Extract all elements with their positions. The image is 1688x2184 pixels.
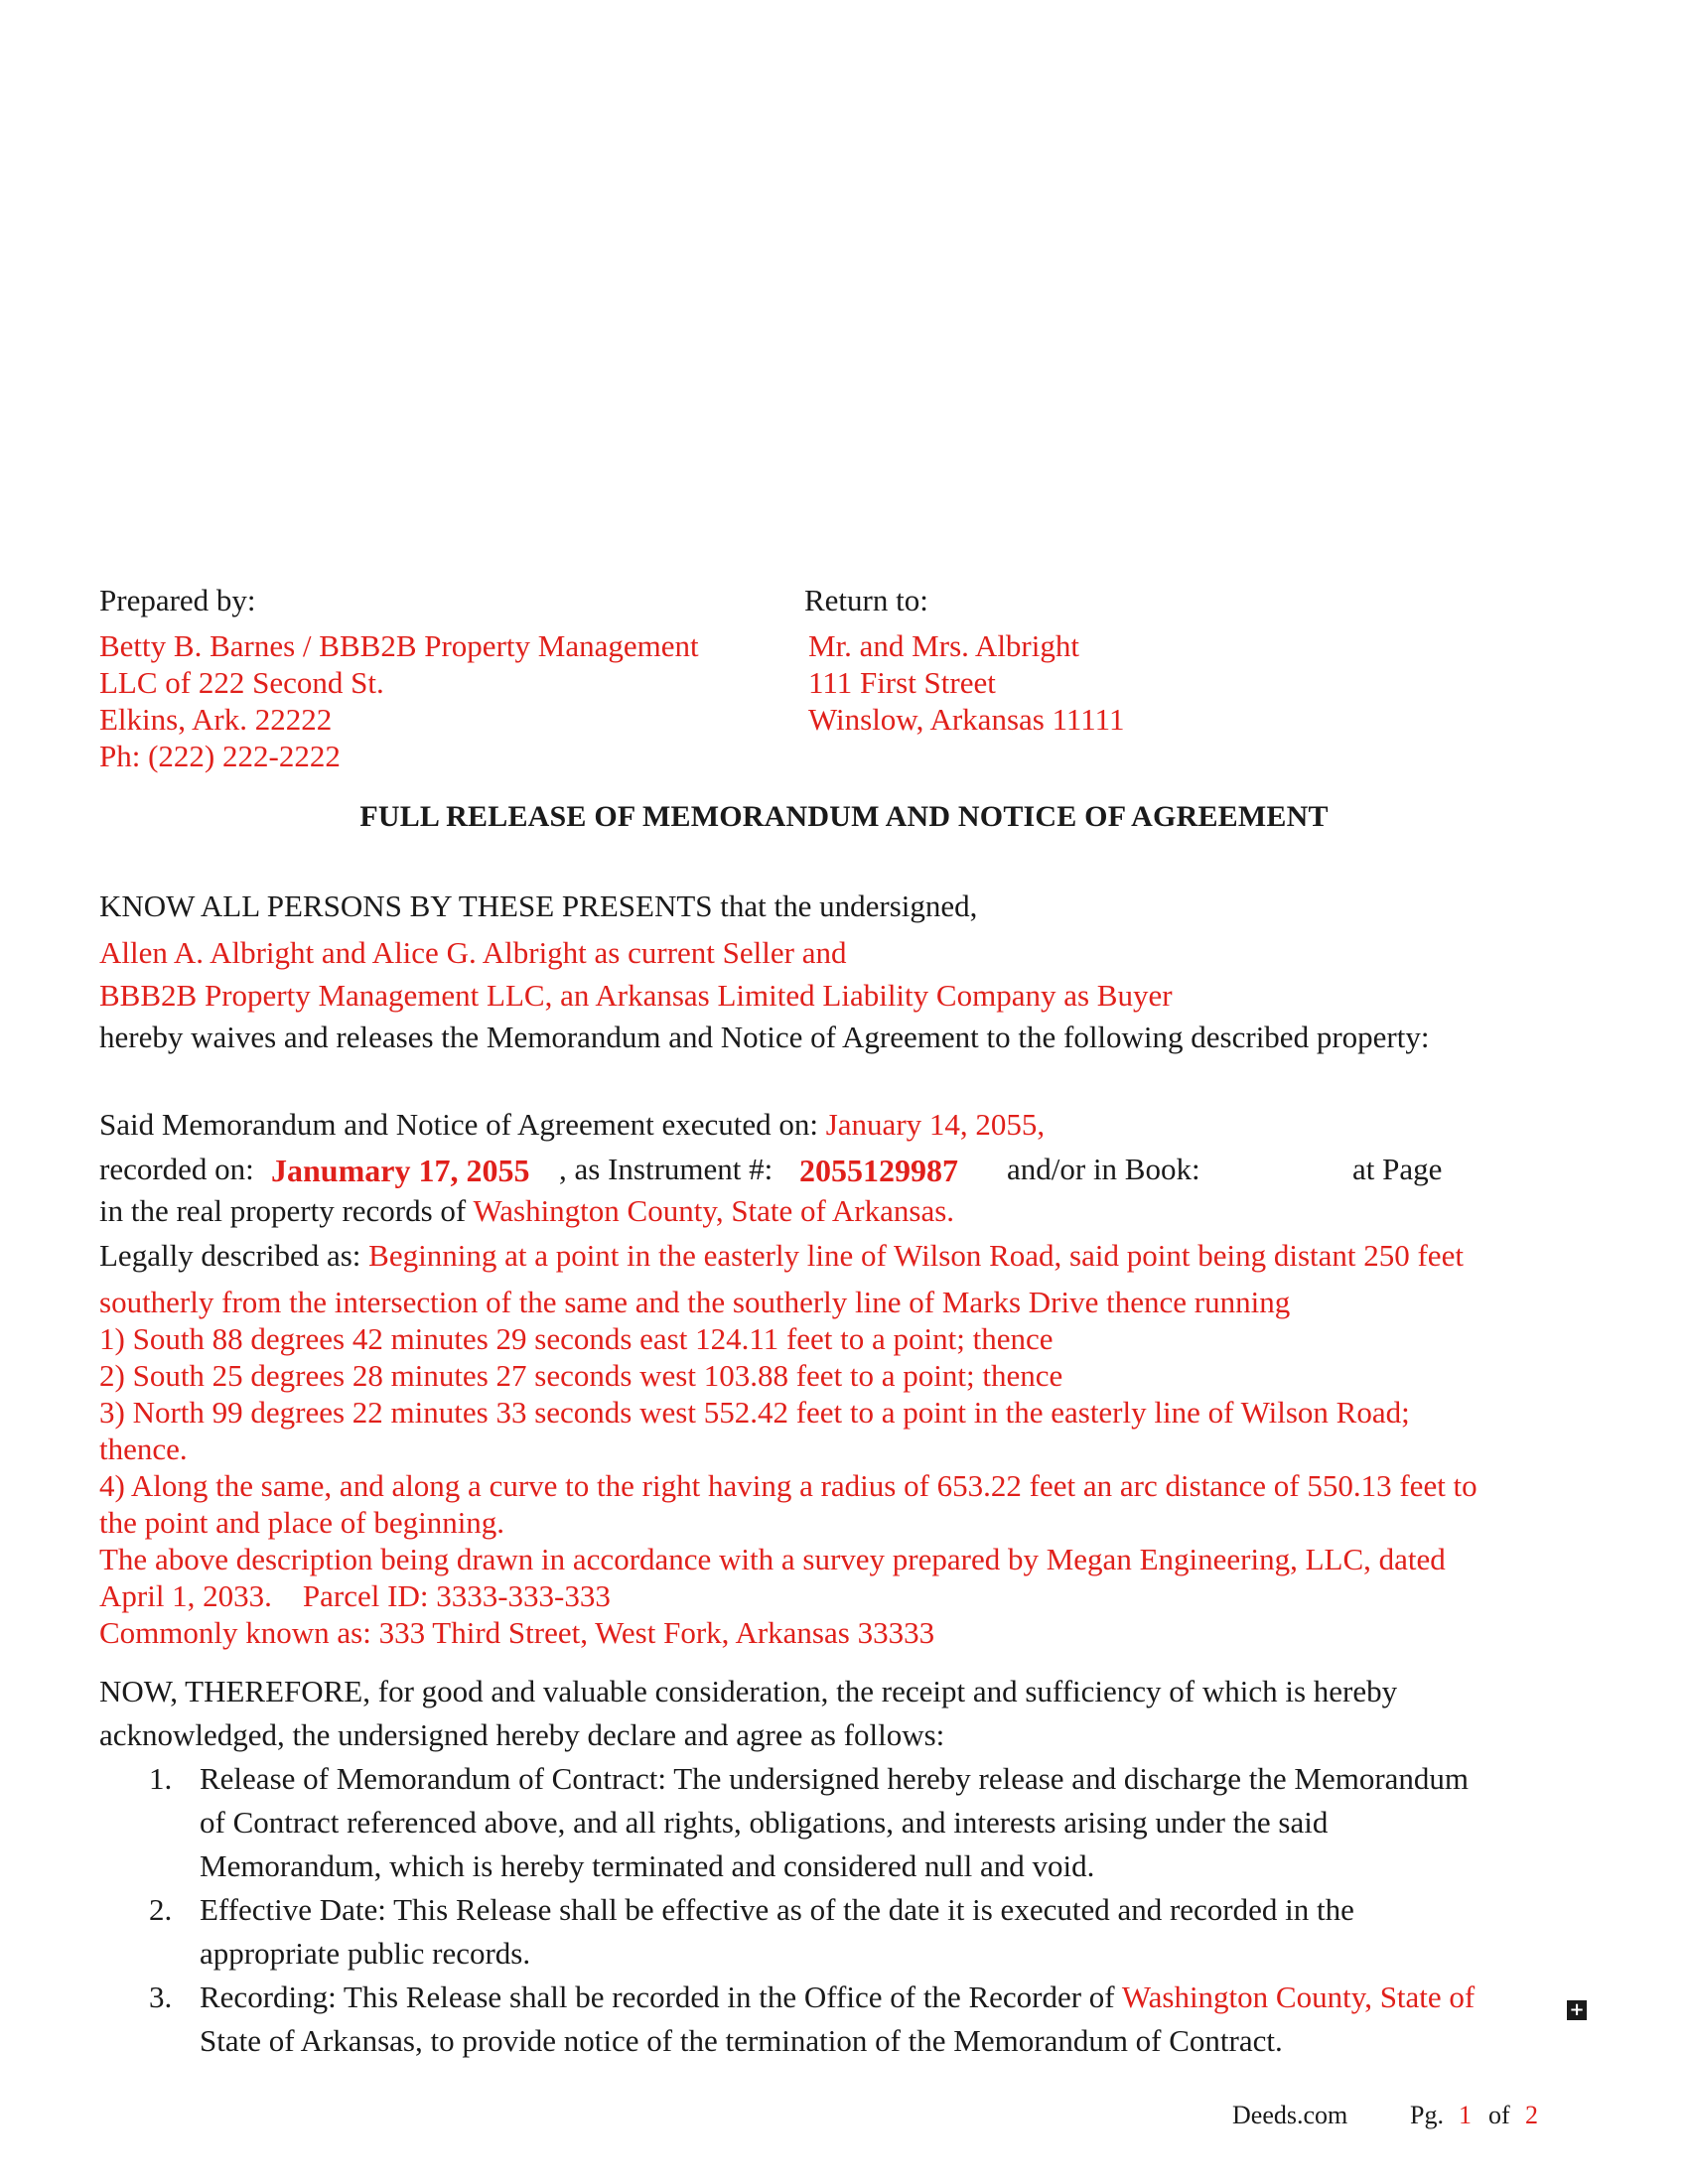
instrument-label: , as Instrument #: <box>559 1152 774 1186</box>
legal-line-6: 4) Along the same, and along a curve to the right having a radius of 653.22 feet an arc distance of 550.13 feet to <box>99 1468 1477 1503</box>
book-label: and/or in Book: <box>1007 1152 1200 1186</box>
item-2-line-1: Effective Date: This Release shall be effective as of the date it is executed and recorded in the <box>200 1892 1354 1927</box>
footer-page-number: 1 <box>1459 2101 1472 2129</box>
legal-line-7: the point and place of beginning. <box>99 1505 505 1540</box>
legal-line-1: southerly from the intersection of the same and the southerly line of Marks Drive thence running <box>99 1285 1291 1319</box>
return-to-label: Return to: <box>804 583 928 617</box>
item-1-number: 1. <box>149 1761 173 1796</box>
preparer-line-4: Ph: (222) 222-2222 <box>99 739 341 773</box>
item-1-line-3: Memorandum, which is hereby terminated and considered null and void. <box>200 1848 1095 1883</box>
records-label: in the real property records of <box>99 1193 467 1228</box>
legal-line-9: April 1, 2033. Parcel ID: 3333-333-333 <box>99 1578 611 1613</box>
return-line-2: 111 First Street <box>808 665 996 700</box>
now-therefore-line-1: NOW, THEREFORE, for good and valuable consideration, the receipt and sufficiency of which is hereby <box>99 1674 1398 1708</box>
page-label: at Page <box>1352 1152 1443 1186</box>
item-3-text: Recording: This Release shall be recorded in the Office of the Recorder of <box>200 1979 1115 2014</box>
return-line-1: Mr. and Mrs. Albright <box>808 628 1079 663</box>
preparer-line-1: Betty B. Barnes / BBB2B Property Management <box>99 628 699 663</box>
executed-date: January 14, 2055, <box>825 1107 1046 1142</box>
item-1-line-2: of Contract referenced above, and all rights, obligations, and interests arising under the said <box>200 1805 1329 1840</box>
preparer-line-3: Elkins, Ark. 22222 <box>99 702 333 737</box>
legal-line-5: thence. <box>99 1432 188 1466</box>
county-text: Washington County, State of Arkansas. <box>473 1193 955 1228</box>
recorded-date: Janumary 17, 2055 <box>271 1153 530 1188</box>
legal-line-10: Commonly known as: 333 Third Street, West Fork, Arkansas 33333 <box>99 1615 935 1650</box>
legal-line-8: The above description being drawn in accordance with a survey prepared by Megan Engineering, LLC, dated <box>99 1542 1446 1576</box>
item-3-county: Washington County, State of <box>1121 1979 1476 2014</box>
party-line-1: Allen A. Albright and Alice G. Albright as current Seller and <box>99 935 847 970</box>
intro-text: KNOW ALL PERSONS BY THESE PRESENTS that the undersigned, <box>99 888 978 923</box>
footer-total-pages: 2 <box>1525 2101 1538 2129</box>
legal-first: Beginning at a point in the easterly line of Wilson Road, said point being distant 250 feet <box>368 1238 1464 1273</box>
item-2-number: 2. <box>149 1892 173 1927</box>
item-2-line-2: appropriate public records. <box>200 1936 531 1971</box>
item-3-line-1 <box>200 1979 1475 2015</box>
footer-site: Deeds.com <box>1232 2101 1348 2129</box>
legal-line-4: 3) North 99 degrees 22 minutes 33 seconds west 552.42 feet to a point in the easterly line of Wilson Road; <box>99 1395 1410 1430</box>
executed-label: Said Memorandum and Notice of Agreement executed on: <box>99 1107 818 1142</box>
records-line <box>99 1192 954 1229</box>
item-3-number: 3. <box>149 1979 173 2014</box>
legal-first-line <box>99 1237 1464 1274</box>
now-therefore-line-2: acknowledged, the undersigned hereby declare and agree as follows: <box>99 1717 945 1752</box>
footer-pg-label: Pg. <box>1410 2101 1444 2129</box>
legal-line-2: 1) South 88 degrees 42 minutes 29 seconds east 124.11 feet to a point; thence <box>99 1321 1054 1356</box>
expand-plus-icon[interactable]: + <box>1567 2000 1587 2020</box>
return-line-3: Winslow, Arkansas 11111 <box>808 702 1125 737</box>
preparer-line-2: LLC of 222 Second St. <box>99 665 384 700</box>
legal-label: Legally described as: <box>99 1238 361 1273</box>
item-3-line-2: State of Arkansas, to provide notice of the termination of the Memorandum of Contract. <box>200 2023 1283 2058</box>
document-title: FULL RELEASE OF MEMORANDUM AND NOTICE OF AGREEMENT <box>359 800 1329 833</box>
party-line-2: BBB2B Property Management LLC, an Arkansas Limited Liability Company as Buyer <box>99 978 1173 1013</box>
executed-line <box>99 1106 1045 1143</box>
recorded-label: recorded on: <box>99 1152 254 1186</box>
item-1-line-1: Release of Memorandum of Contract: The undersigned hereby release and discharge the Memorandum <box>200 1761 1470 1796</box>
instrument-number: 2055129987 <box>799 1153 958 1188</box>
legal-line-3: 2) South 25 degrees 28 minutes 27 seconds west 103.88 feet to a point; thence <box>99 1358 1063 1393</box>
prepared-by-label: Prepared by: <box>99 583 256 617</box>
waiver-text: hereby waives and releases the Memorandum and Notice of Agreement to the following described property: <box>99 1020 1430 1054</box>
footer-of-label: of <box>1488 2101 1510 2129</box>
